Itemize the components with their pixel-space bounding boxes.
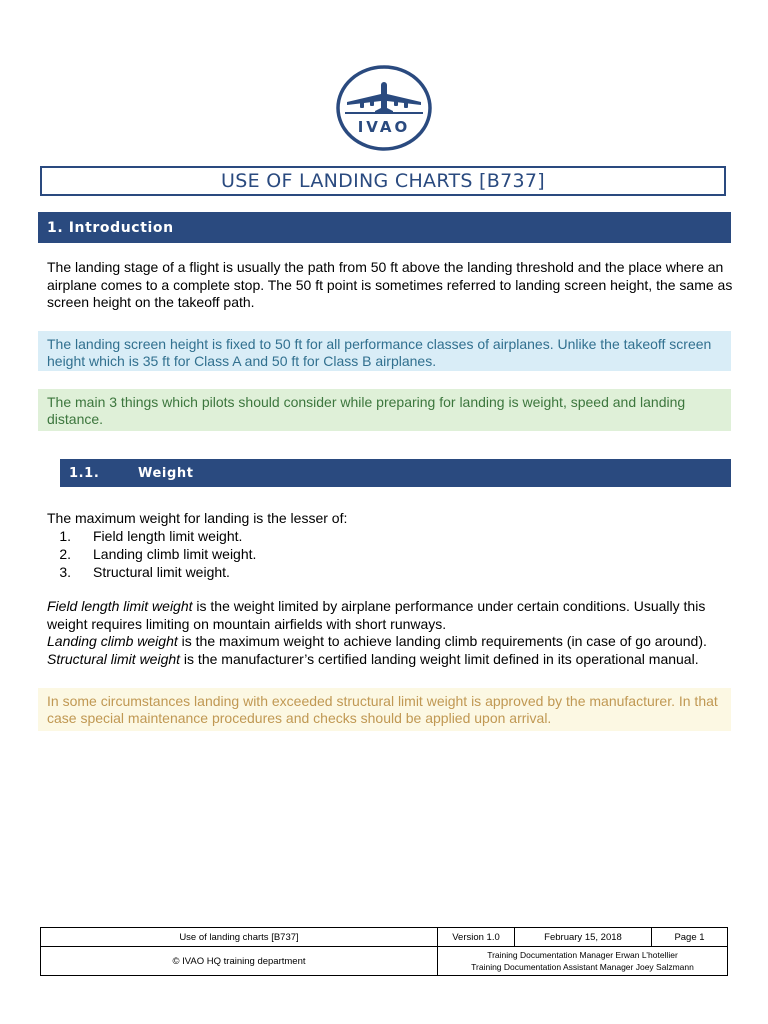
list-item (47, 563, 256, 581)
logo-text: IVAO (357, 118, 411, 136)
definition-text: is the weight limited by airplane performance under certain conditions. Usually this weight requires limiting on mountain airfields with short runways. (47, 598, 706, 632)
weight-lead-paragraph: The maximum weight for landing is the lesser of: (47, 510, 348, 526)
info-callout: The landing screen height is fixed to 50 ft for all performance classes of airplanes. Unlike the takeoff screen height which is 35 ft for Class A and 50 ft for Class B airplanes. (38, 331, 731, 371)
footer-document-name: Use of landing charts [B737] (41, 928, 438, 947)
section-heading-text: Weight (138, 465, 194, 481)
definition-term: Landing climb weight (47, 633, 178, 649)
footer-version: Version 1.0 (438, 928, 515, 947)
definition (47, 633, 707, 649)
footer-credits (438, 947, 728, 976)
definition-text: is the maximum weight to achieve landing climb requirements (in case of go around). (177, 633, 707, 649)
section-heading-text: 1. Introduction (47, 219, 174, 236)
weight-limit-list (47, 527, 256, 581)
list-item-number: 3. (59, 564, 71, 580)
definition-term: Structural limit weight (47, 650, 181, 667)
definition-term: Field length limit weight (47, 598, 193, 614)
success-callout: The main 3 things which pilots should consider while preparing for landing is weight, speed and landing distance. (38, 389, 731, 431)
list-item-number: 2. (59, 546, 71, 562)
list-item-text: Landing climb limit weight. (93, 546, 257, 562)
list-item-text: Structural limit weight. (93, 564, 230, 580)
list-item (47, 545, 256, 563)
footer-date: February 15, 2018 (515, 928, 652, 947)
definition-text: is the manufacturer’s certified landing weight limit defined in its operational manual. (180, 650, 699, 667)
document-title-box (40, 166, 726, 196)
footer-manager: Training Documentation Manager Erwan L’hotellier (487, 950, 678, 960)
weight-definitions (47, 598, 737, 668)
warning-callout: In some circumstances landing with exceeded structural limit weight is approved by the manufacturer. In that case special maintenance procedures and checks should be applied upon arrival. (38, 688, 731, 731)
section-heading-introduction (38, 212, 731, 243)
definition (47, 651, 699, 667)
intro-paragraph: The landing stage of a flight is usually the path from 50 ft above the landing threshold and the place where an airplane comes to a complete stop. The 50 ft point is sometimes referred to landing screen height, the same as screen height on the takeoff path. (47, 259, 733, 310)
list-item-text: Field length limit weight. (93, 528, 243, 544)
footer-assistant: Training Documentation Assistant Manager Joey Salzmann (471, 962, 694, 972)
document-title: USE OF LANDING CHARTS [B737] (221, 170, 545, 192)
footer-page-number: Page 1 (652, 928, 728, 947)
section-number: 1.1. (69, 465, 100, 481)
list-item-number: 1. (59, 528, 71, 544)
footer-copyright: © IVAO HQ training department (41, 947, 438, 976)
ivao-logo (335, 64, 433, 152)
section-heading-weight (60, 459, 731, 487)
page-footer (40, 927, 728, 976)
definition (47, 598, 705, 632)
list-item (47, 527, 256, 545)
